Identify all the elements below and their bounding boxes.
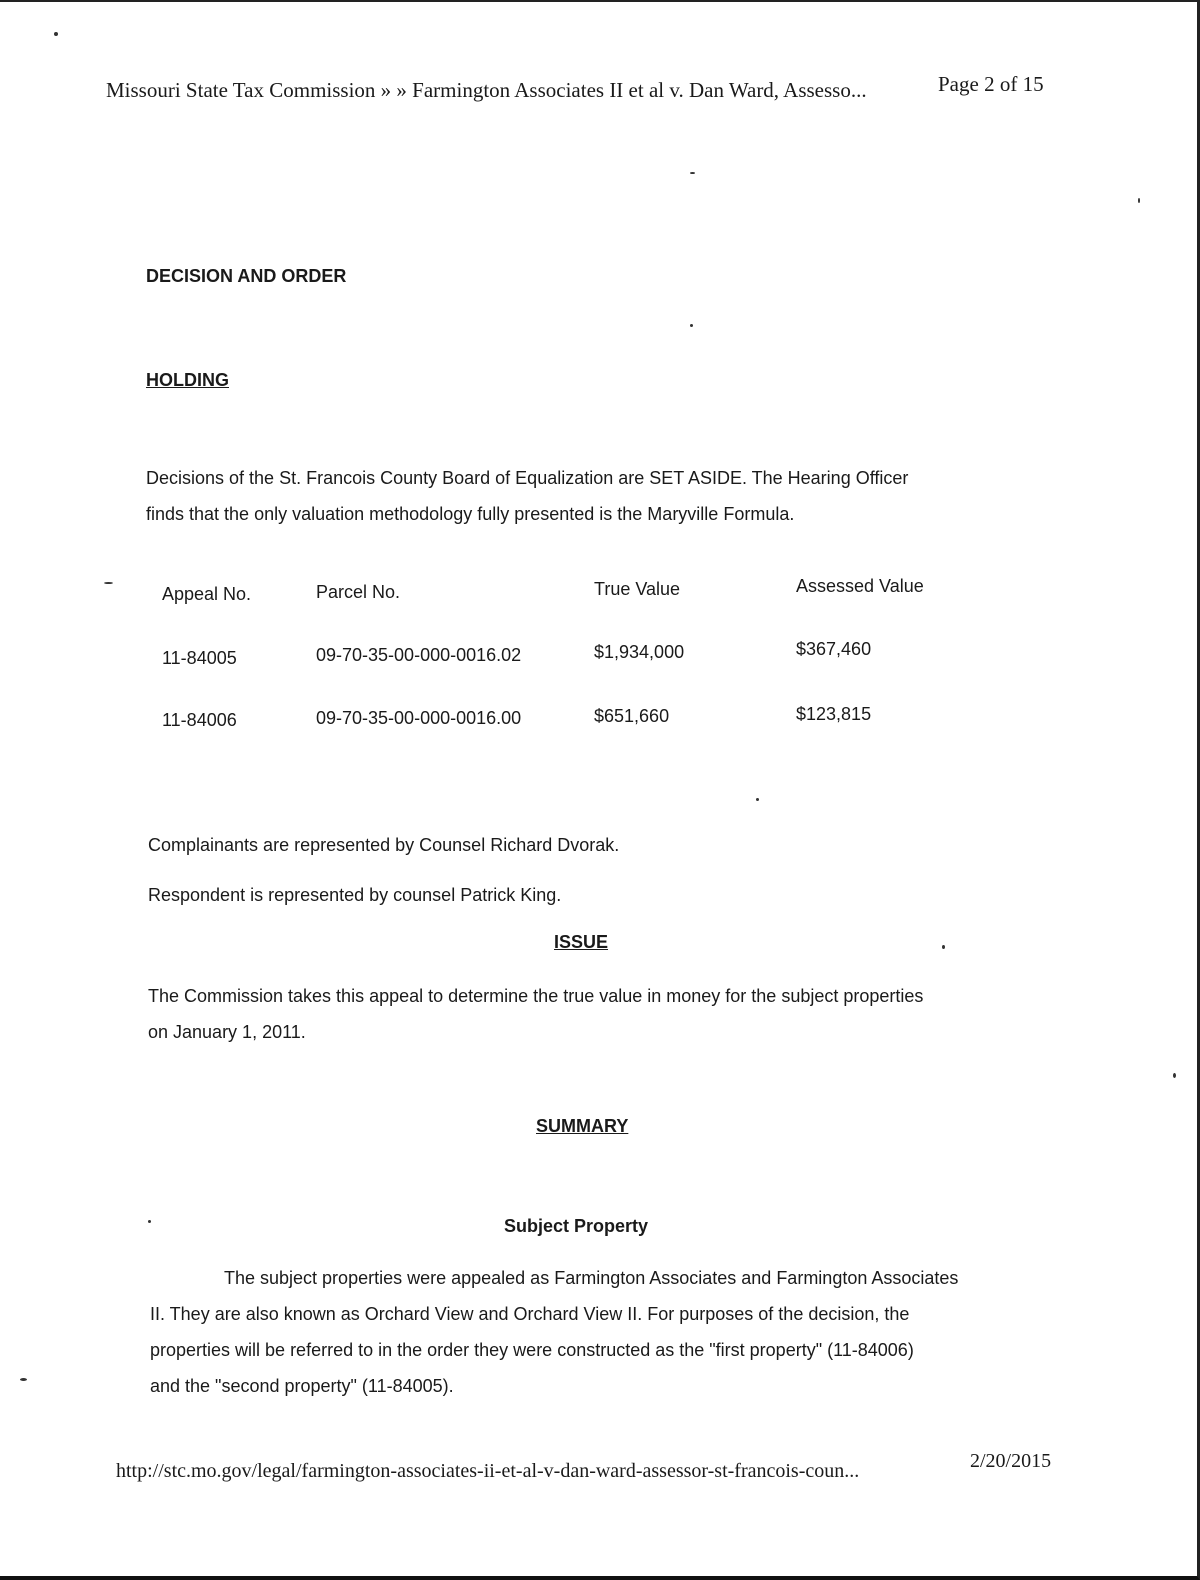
table-cell: $1,934,000 [594,642,685,662]
col-header-assessed-value: Assessed Value [796,576,924,596]
scan-speck [20,1378,27,1381]
complainants-counsel: Complainants are represented by Counsel Richard Dvorak. [148,835,620,855]
scan-speck [104,582,113,584]
scan-speck [148,1220,151,1223]
table-cell: 11-84006 [162,710,237,730]
respondent-counsel: Respondent is represented by counsel Patrick King. [148,885,562,905]
col-header-true-value: True Value [594,579,681,599]
scan-speck [1138,198,1140,203]
holding-heading: HOLDING [146,370,229,390]
page-footer [116,1450,1052,1483]
holding-line-1: Decisions of the St. Francois County Board of Equalization are SET ASIDE. The Hearing Officer [146,468,909,488]
scan-speck [756,798,759,801]
col-header-parcel: Parcel No. [316,582,401,602]
subject-property-heading: Subject Property [504,1216,649,1236]
col-header-appeal: Appeal No. [162,584,252,604]
table-cell: $651,660 [594,706,670,726]
summary-line-1: The subject properties were appealed as Farmington Associates and Farmington Associates [224,1268,959,1288]
scan-speck [1173,1073,1176,1078]
table-cell: $367,460 [796,639,872,659]
page-header [106,72,1044,103]
summary-line-3: properties will be referred to in the order they were constructed as the "first property" (11-84006) [150,1340,914,1360]
table-cell: $123,815 [796,704,872,724]
footer-url: http://stc.mo.gov/legal/farmington-associates-ii-et-al-v-dan-ward-assessor-st-francois-coun... [116,1460,860,1482]
scan-speck [54,32,58,36]
decision-heading: DECISION AND ORDER [146,266,347,286]
issue-line-1: The Commission takes this appeal to determine the true value in money for the subject properties [148,986,924,1006]
scan-speck [690,324,693,327]
scan-speck [942,945,945,949]
scan-speck [690,172,695,174]
table-cell: 09-70-35-00-000-0016.00 [316,708,522,728]
table-cell: 09-70-35-00-000-0016.02 [316,645,522,665]
issue-line-2: on January 1, 2011. [148,1022,306,1042]
issue-heading: ISSUE [554,932,609,952]
header-title: Missouri State Tax Commission » » Farmington Associates II et al v. Dan Ward, Assesso... [106,78,867,102]
summary-line-4: and the "second property" (11-84005). [150,1376,454,1396]
holding-line-2: finds that the only valuation methodology fully presented is the Maryville Formula. [146,504,795,524]
footer-date: 2/20/2015 [970,1450,1052,1472]
table-cell: 11-84005 [162,648,237,668]
summary-line-2: II. They are also known as Orchard View and Orchard View II. For purposes of the decision, the [150,1304,910,1324]
summary-heading: SUMMARY [536,1116,629,1136]
header-page-number: Page 2 of 15 [938,72,1044,96]
